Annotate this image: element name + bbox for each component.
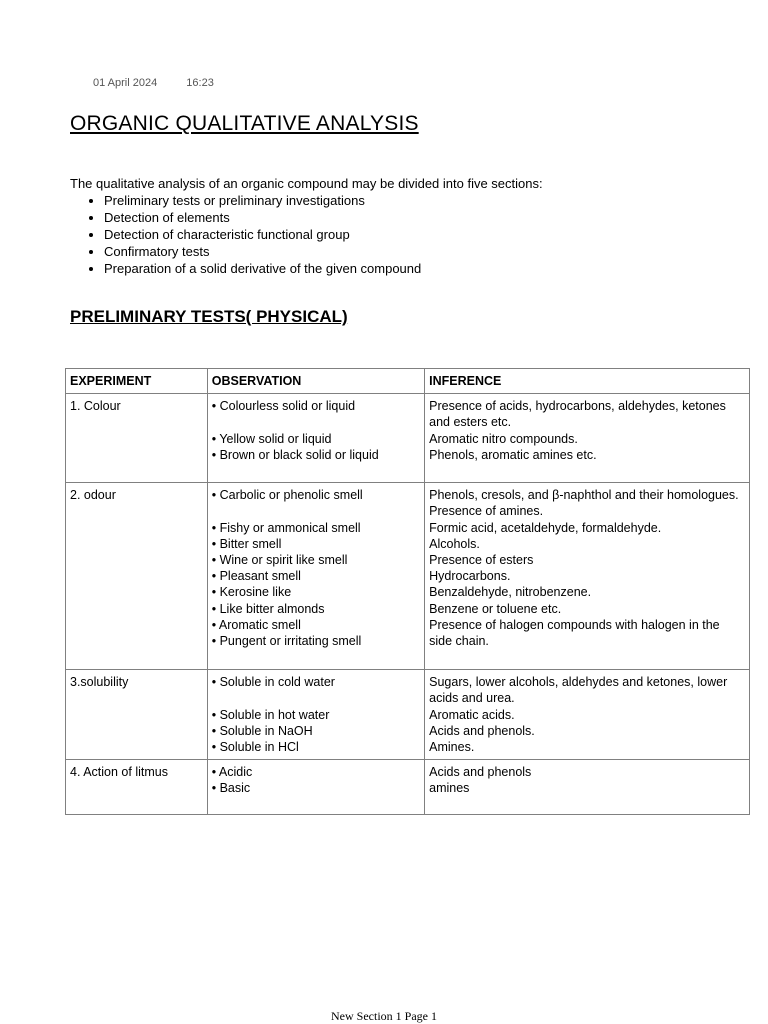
inference-item: Amines. <box>429 740 475 755</box>
inference-item: Alcohols. <box>429 536 480 551</box>
experiment-cell: 4. Action of litmus <box>66 760 208 815</box>
inference-item: Hydrocarbons. <box>429 569 511 584</box>
intro-section <box>70 175 710 277</box>
inference-cell <box>425 760 750 815</box>
list-item: • Preliminary tests or preliminary investigations <box>104 192 710 209</box>
table-row <box>66 483 750 670</box>
spacer <box>212 414 420 430</box>
inference-cell <box>425 670 750 760</box>
spacer <box>212 503 420 519</box>
list-item: • Confirmatory tests <box>104 243 710 260</box>
observation-item: • Fishy or ammonical smell <box>211 520 361 535</box>
inference-item: Formic acid, acetaldehyde, formaldehyde. <box>429 520 662 535</box>
observation-item: • Colourless solid or liquid <box>211 399 356 414</box>
header-observation: OBSERVATION <box>207 369 424 394</box>
list-item: • Detection of characteristic functional group <box>104 226 710 243</box>
table-row <box>66 670 750 760</box>
intro-text: The qualitative analysis of an organic compound may be divided into five sections: <box>70 176 543 191</box>
observation-item: • Basic <box>211 781 251 796</box>
experiment-cell: 2. odour <box>66 483 208 670</box>
section-heading: PRELIMINARY TESTS( PHYSICAL) <box>70 307 348 326</box>
table-header-row <box>66 369 750 394</box>
sections-list <box>70 192 710 277</box>
header-experiment: EXPERIMENT <box>66 369 208 394</box>
table-row <box>66 760 750 815</box>
table-row <box>66 394 750 483</box>
inference-item: Acids and phenols <box>429 765 532 780</box>
note-time: 16:23 <box>186 77 214 89</box>
observation-item: • Brown or black solid or liquid <box>211 447 379 462</box>
observation-cell <box>207 670 424 760</box>
inference-item: Presence of acids, hydrocarbons, aldehydes, ketones and esters etc. <box>429 399 726 430</box>
page-title: ORGANIC QUALITATIVE ANALYSIS <box>70 112 419 135</box>
note-date: 01 April 2024 <box>93 77 158 89</box>
spacer <box>212 690 420 706</box>
inference-item: Aromatic acids. <box>429 707 515 722</box>
inference-item: Aromatic nitro compounds. <box>429 431 578 446</box>
inference-item: Benzene or toluene etc. <box>429 601 562 616</box>
observation-cell <box>207 394 424 483</box>
observation-cell <box>207 483 424 670</box>
inference-item: Benzaldehyde, nitrobenzene. <box>429 585 592 600</box>
observation-item: • Acidic <box>211 765 253 780</box>
preliminary-tests-table <box>65 368 750 815</box>
observation-item: • Wine or spirit like smell <box>211 553 348 567</box>
inference-item: Acids and phenols. <box>429 723 535 738</box>
inference-item: Presence of amines. <box>429 504 544 519</box>
inference-item: Sugars, lower alcohols, aldehydes and ketones, lower acids and urea. <box>429 675 728 706</box>
observation-cell <box>207 760 424 815</box>
inference-item: Presence of halogen compounds with halogen in the side chain. <box>429 617 720 649</box>
observation-item: • Like bitter almonds <box>211 601 325 616</box>
inference-cell <box>425 483 750 670</box>
observation-item: • Yellow solid or liquid <box>211 431 332 446</box>
inference-item: Presence of esters <box>429 553 534 568</box>
observation-item: • Pleasant smell <box>211 569 301 584</box>
observation-item: • Carbolic or phenolic smell <box>211 488 363 503</box>
inference-item: Phenols, cresols, and β-naphthol and their homologues. <box>429 488 739 503</box>
experiment-cell: 3.solubility <box>66 670 208 760</box>
observation-item: • Pungent or irritating smell <box>211 634 362 649</box>
list-item: • Preparation of a solid derivative of the given compound <box>104 260 710 277</box>
note-timestamp <box>93 77 214 89</box>
list-item: • Detection of elements <box>104 209 710 226</box>
inference-item: Phenols, aromatic amines etc. <box>429 447 597 462</box>
observation-item: • Soluble in cold water <box>211 675 335 690</box>
inference-item: amines <box>429 781 470 796</box>
observation-item: • Bitter smell <box>211 536 282 551</box>
observation-item: • Aromatic smell <box>211 617 301 632</box>
observation-item: • Soluble in HCl <box>211 740 299 754</box>
observation-item: • Soluble in NaOH <box>211 723 313 738</box>
inference-cell <box>425 394 750 483</box>
header-inference: INFERENCE <box>425 369 750 394</box>
experiment-cell: 1. Colour <box>66 394 208 483</box>
observation-item: • Soluble in hot water <box>211 707 330 722</box>
observation-item: • Kerosine like <box>211 585 292 600</box>
page-footer: New Section 1 Page 1 <box>331 1009 437 1023</box>
